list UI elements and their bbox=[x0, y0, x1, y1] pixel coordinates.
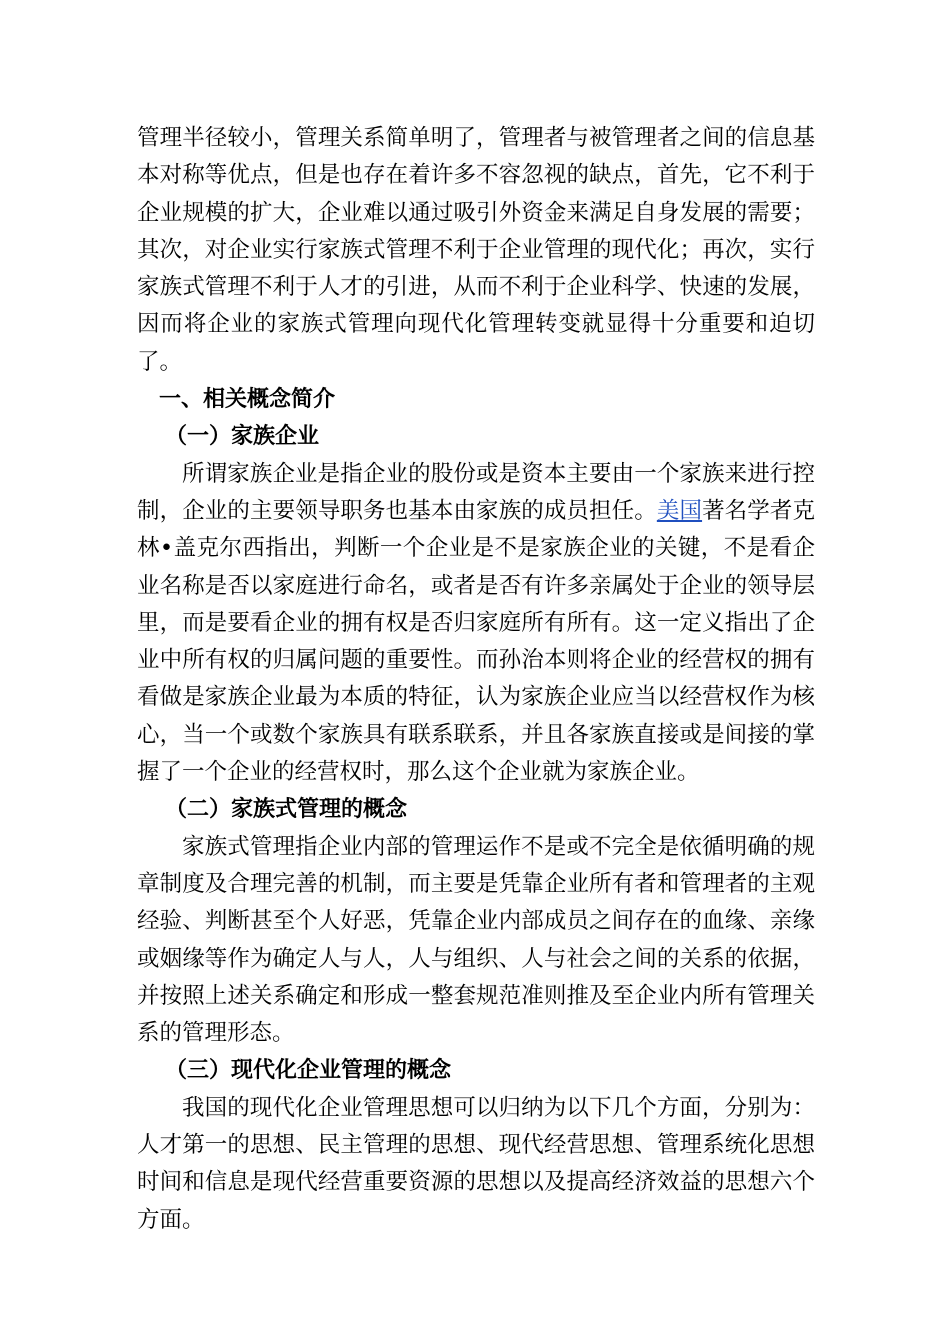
subsection-heading-family-management: （二）家族式管理的概念 bbox=[165, 797, 408, 823]
subsection-heading-modern-management: （三）现代化企业管理的概念 bbox=[165, 1058, 452, 1084]
usa-link[interactable]: 美国 bbox=[656, 497, 703, 524]
subsection-heading-family-business: （一）家族企业 bbox=[165, 424, 320, 450]
section-heading-1: 一、相关概念简介 bbox=[159, 387, 336, 413]
family-business-text-part2: 著名学者克林•盖克尔西指出，判断一个企业是不是家族企业的关键，不是看企业名称是否以家庭进行命名，或者是否有许多亲属处于企业的领导层里，而是要看企业的拥有权是否归家庭所有所有。这一定义指出了企业中所有权的归属问题的重要性。而孙治本则将企业的经营权的拥有看做是家族企业最为本质的特征，认为家族企业应当以经营权作为核心，当一个或数个家族具有联系联系，并且各家族直接或是间接的掌握了一个企业的经营权时，那么这个企业就为家族企业。 bbox=[137, 497, 815, 786]
family-business-paragraph bbox=[137, 456, 815, 792]
modern-management-paragraph: 我国的现代化企业管理思想可以归纳为以下几个方面，分别为：人才第一的思想、民主管理的思想、现代经营思想、管理系统化思想时间和信息是现代经营重要资源的思想以及提高经济效益的思想六个方面。 bbox=[137, 1094, 815, 1233]
family-business-text-part1: 所谓家族企业是指企业的股份或是资本主要由一个家族来进行控制，企业的主要领导职务也基本由家族的成员担任。 bbox=[137, 460, 815, 524]
family-management-paragraph: 家族式管理指企业内部的管理运作不是或不完全是依循明确的规章制度及合理完善的机制，而主要是凭靠企业所有者和管理者的主观经验、判断甚至个人好恶，凭靠企业内部成员之间存在的血缘、亲缘或姻缘等作为确定人与人，人与组织、人与社会之间的关系的依据，并按照上述关系确定和形成一整套规范准则推及至企业内所有管理关系的管理形态。 bbox=[137, 833, 815, 1047]
intro-paragraph: 管理半径较小，管理关系简单明了，管理者与被管理者之间的信息基本对称等优点，但是也存在着许多不容忽视的缺点，首先，它不利于企业规模的扩大，企业难以通过吸引外资金来满足自身发展的需要；其次，对企业实行家族式管理不利于企业管理的现代化；再次，实行家族式管理不利于人才的引进，从而不利于企业科学、快速的发展，因而将企业的家族式管理向现代化管理转变就显得十分重要和迫切了。 bbox=[137, 125, 815, 375]
document-body bbox=[137, 120, 815, 1239]
